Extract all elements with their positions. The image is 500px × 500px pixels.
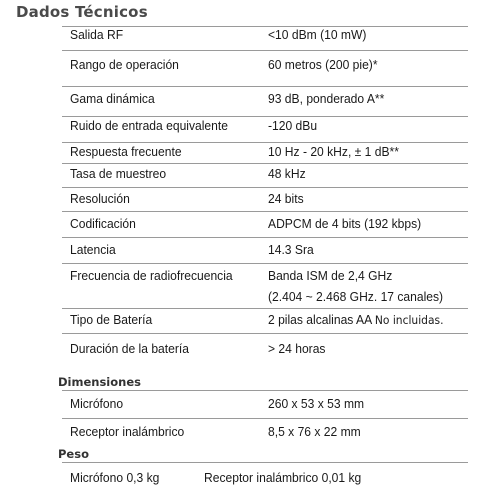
weight-microphone: Micrófono 0,3 kg (70, 470, 160, 485)
dimension-value-microphone: 260 x 53 x 53 mm (268, 396, 365, 411)
spec-label-rf-output: Salida RF (70, 27, 124, 42)
divider (62, 263, 468, 264)
spec-value-resolution: 24 bits (268, 191, 304, 206)
spec-value-sample-rate: 48 kHz (268, 166, 306, 181)
divider (62, 418, 468, 419)
spec-label-operating-range: Rango de operación (70, 57, 179, 72)
spec-value-equivalent-input-noise: -120 dBu (268, 118, 318, 133)
spec-label-frequency-response: Respuesta frecuente (70, 144, 182, 159)
spec-value-frequency-response: 10 Hz - 20 kHz, ± 1 dB** (268, 144, 399, 159)
page-title: Dados Técnicos (16, 3, 148, 21)
divider (62, 187, 468, 188)
divider (62, 50, 468, 51)
spec-label-battery-type: Tipo de Batería (70, 312, 153, 327)
divider (62, 142, 468, 143)
battery-not-included-note: No incluidas. (374, 313, 444, 327)
spec-label-battery-life: Duración de la batería (70, 341, 189, 356)
divider (62, 237, 468, 238)
spec-value-rf-output: <10 dBm (10 mW) (268, 27, 367, 42)
spec-value-latency: 14.3 Sra (268, 242, 314, 257)
weight-heading: Peso (58, 447, 89, 461)
dimension-value-receiver: 8,5 x 76 x 22 mm (268, 424, 361, 439)
spec-value-operating-range: 60 metros (200 pie)* (268, 57, 378, 72)
divider (62, 462, 468, 463)
spec-value-dynamic-range: 93 dB, ponderado A** (268, 91, 385, 106)
divider (62, 333, 468, 334)
divider (62, 390, 468, 391)
dimensions-heading: Dimensiones (58, 375, 141, 389)
spec-value-rf-frequency-range: (2.404 ~ 2.468 GHz. 17 canales) (268, 289, 444, 304)
divider (62, 86, 468, 87)
battery-type-text: 2 pilas alcalinas AA (268, 312, 372, 327)
divider (62, 116, 468, 117)
spec-value-rf-frequency: Banda ISM de 2,4 GHz (268, 268, 393, 283)
spec-label-dynamic-range: Gama dinámica (70, 91, 155, 106)
dimension-label-receiver: Receptor inalámbrico (70, 424, 185, 439)
dimension-label-microphone: Micrófono (70, 396, 124, 411)
weight-receiver: Receptor inalámbrico 0,01 kg (204, 470, 362, 485)
divider (62, 308, 468, 309)
spec-label-latency: Latencia (70, 242, 116, 257)
spec-value-encoding: ADPCM de 4 bits (192 kbps) (268, 216, 422, 231)
spec-label-equivalent-input-noise: Ruido de entrada equivalente (70, 118, 228, 133)
spec-label-sample-rate: Tasa de muestreo (70, 166, 167, 181)
spec-label-rf-frequency: Frecuencia de radiofrecuencia (70, 268, 233, 283)
spec-value-battery-life: > 24 horas (268, 341, 326, 356)
spec-label-resolution: Resolución (70, 191, 130, 206)
spec-value-battery-type (268, 312, 443, 327)
divider (62, 211, 468, 212)
divider (62, 163, 468, 164)
spec-label-encoding: Codificación (70, 216, 136, 231)
